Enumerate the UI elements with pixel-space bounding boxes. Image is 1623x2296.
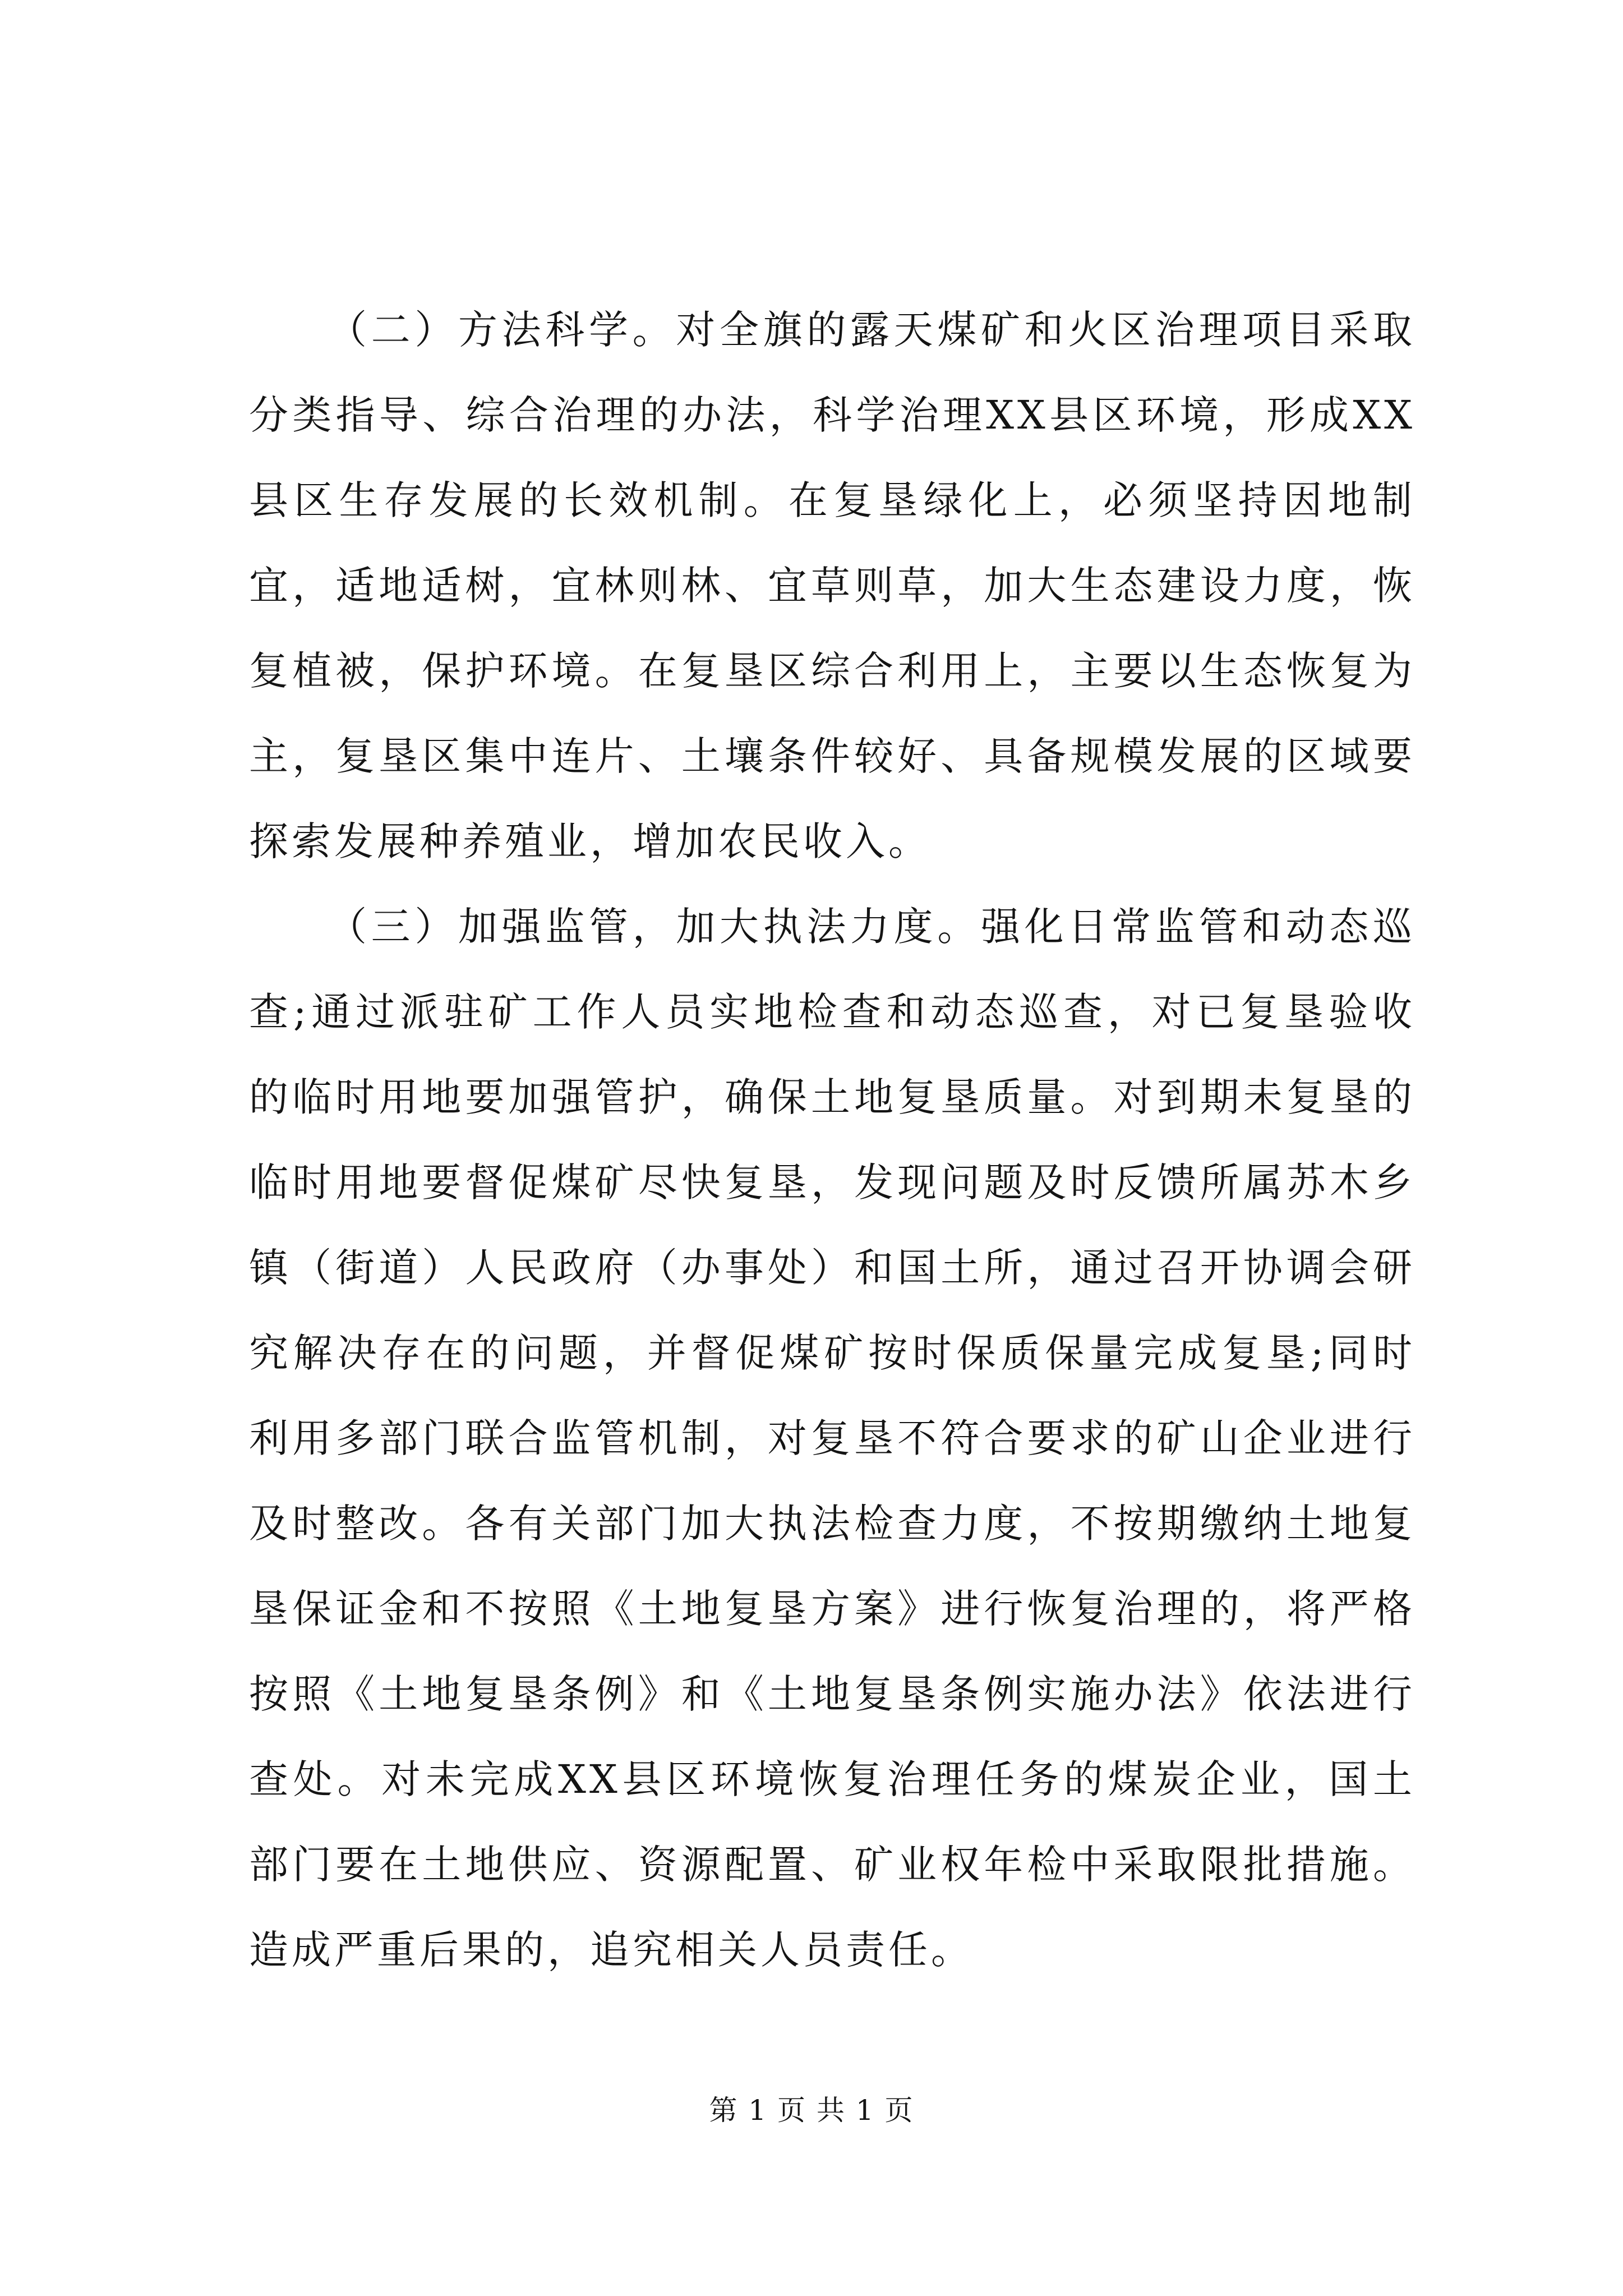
paragraph-supervision: （三）加强监管，加大执法力度。强化日常监管和动态巡查;通过派驻矿工作人员实地检查和动态巡查，对已复垦验收的临时用地要加强管护，确保土地复垦质量。对到期未复垦的临时用地要督促煤矿尽快复垦，发现问题及时反馈所属苏木乡镇（街道）人民政府（办事处）和国土所，通过召开协调会研究解决存在的问题，并督促煤矿按时保质保量完成复垦;同时利用多部门联合监管机制，对复垦不符合要求的矿山企业进行及时整改。各有关部门加大执法检查力度，不按期缴纳土地复垦保证金和不按照《土地复垦方案》进行恢复治理的，将严格按照《土地复垦条例》和《土地复垦条例实施办法》依法进行查处。对未完成XX县区环境恢复治理任务的煤炭企业，国土部门要在土地供应、资源配置、矿业权年检中采取限批措施。造成严重后果的，追究相关人员责任。 <box>249 904 1415 1973</box>
paragraph-methods: （二）方法科学。对全旗的露天煤矿和火区治理项目采取分类指导、综合治理的办法，科学治理XX县区环境，形成XX县区生存发展的长效机制。在复垦绿化上，必须坚持因地制宜，适地适树，宜林则林、宜草则草，加大生态建设力度，恢复植被，保护环境。在复垦区综合利用上，主要以生态恢复为主，复垦区集中连片、土壤条件较好、具备规模发展的区域要探索发展种养殖业，增加农民收入。 <box>249 307 1415 864</box>
page-footer: 第 1 页 共 1 页 <box>709 2094 914 2127</box>
document-body <box>249 287 1415 1993</box>
